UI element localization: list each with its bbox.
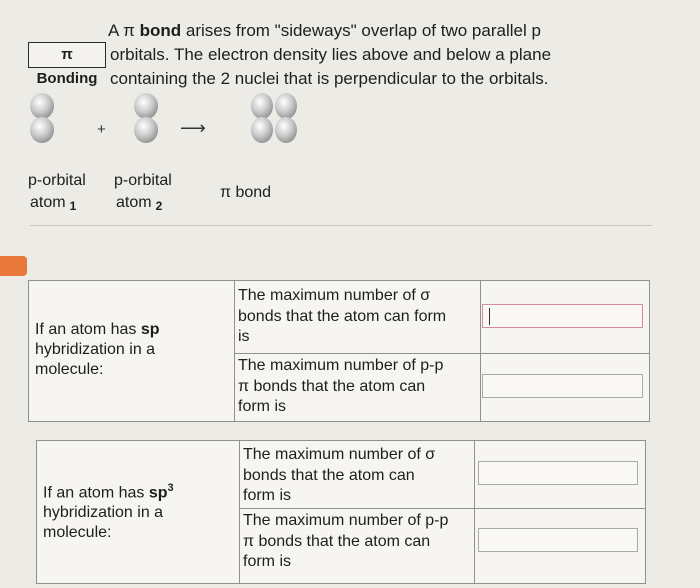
intro-text: A [108, 21, 124, 40]
question-line: form is [243, 553, 291, 570]
sp-pi-answer-input[interactable] [482, 374, 643, 398]
hybridization-superscript: 3 [167, 482, 174, 494]
question-line: bonds that the atom can [243, 466, 415, 484]
hybridization-term: sp [148, 484, 168, 502]
condition-line: molecule: [35, 361, 104, 378]
label-atom-2 [116, 193, 162, 213]
divider [30, 225, 652, 226]
sigma-bonds-question [238, 286, 446, 348]
atom-subscript: 2 [155, 199, 163, 213]
question-sp [28, 280, 650, 422]
question-sp3 [36, 440, 646, 584]
plus-sign: + [97, 121, 106, 138]
condition-prefix: If an atom has [35, 321, 141, 338]
condition-text [35, 320, 160, 380]
question-line: The maximum number of σ [238, 287, 431, 304]
orbital-diagram [0, 88, 330, 168]
pi-bonding-badge: π Bonding [28, 42, 106, 68]
intro-line-3: containing the 2 nuclei that is perpendicular to the orbitals. [110, 69, 549, 88]
question-line: is [238, 328, 250, 345]
question-line: π bonds that the atom can [243, 532, 431, 550]
pi-bonds-question [238, 356, 443, 418]
sp-sigma-answer-input[interactable] [482, 304, 643, 328]
intro-section [0, 0, 700, 230]
condition-prefix: If an atom has [43, 484, 149, 502]
intro-line-1 [108, 21, 541, 41]
bond-term: bond [139, 21, 182, 40]
label-p-orbital-2: p-orbital [114, 172, 172, 189]
question-line: π bonds that the atom can [238, 377, 426, 395]
question-line: The maximum number of p-p [243, 512, 449, 529]
condition-text [43, 478, 174, 543]
p-orbital-2-icon [134, 93, 158, 143]
sp3-sigma-answer-input[interactable] [478, 461, 638, 485]
atom-word: atom [30, 194, 66, 211]
intro-line-2: orbitals. The electron density lies above and below a plane [110, 45, 552, 64]
atom-word: atom [116, 194, 152, 211]
question-line: form is [243, 487, 291, 504]
hybridization-term: sp [140, 321, 160, 338]
condition-line: molecule: [43, 524, 112, 542]
condition-line: hybridization in a [35, 341, 156, 358]
label-p-orbital-1: p-orbital [28, 172, 86, 189]
pi-symbol: π [123, 21, 135, 40]
label-atom-1 [30, 193, 76, 213]
sigma-bonds-question [243, 445, 435, 507]
pi-bonds-question [243, 511, 448, 573]
question-line: The maximum number of p-p [238, 357, 444, 374]
condition-line: hybridization in a [43, 504, 164, 522]
arrow-icon: ⟶ [180, 118, 206, 139]
intro-text: arises from "sideways" overlap of two parallel p [181, 21, 541, 40]
question-marker [0, 256, 27, 276]
question-line: The maximum number of σ [243, 446, 436, 463]
pi-bond-orbital-icon [251, 93, 297, 143]
question-line: bonds that the atom can form [238, 307, 447, 325]
p-orbital-1-icon [30, 93, 54, 143]
atom-subscript: 1 [69, 199, 77, 213]
sp3-pi-answer-input[interactable] [478, 528, 638, 552]
text-caret [489, 308, 490, 325]
question-line: form is [238, 398, 286, 415]
label-pi-bond: π bond [220, 184, 272, 201]
